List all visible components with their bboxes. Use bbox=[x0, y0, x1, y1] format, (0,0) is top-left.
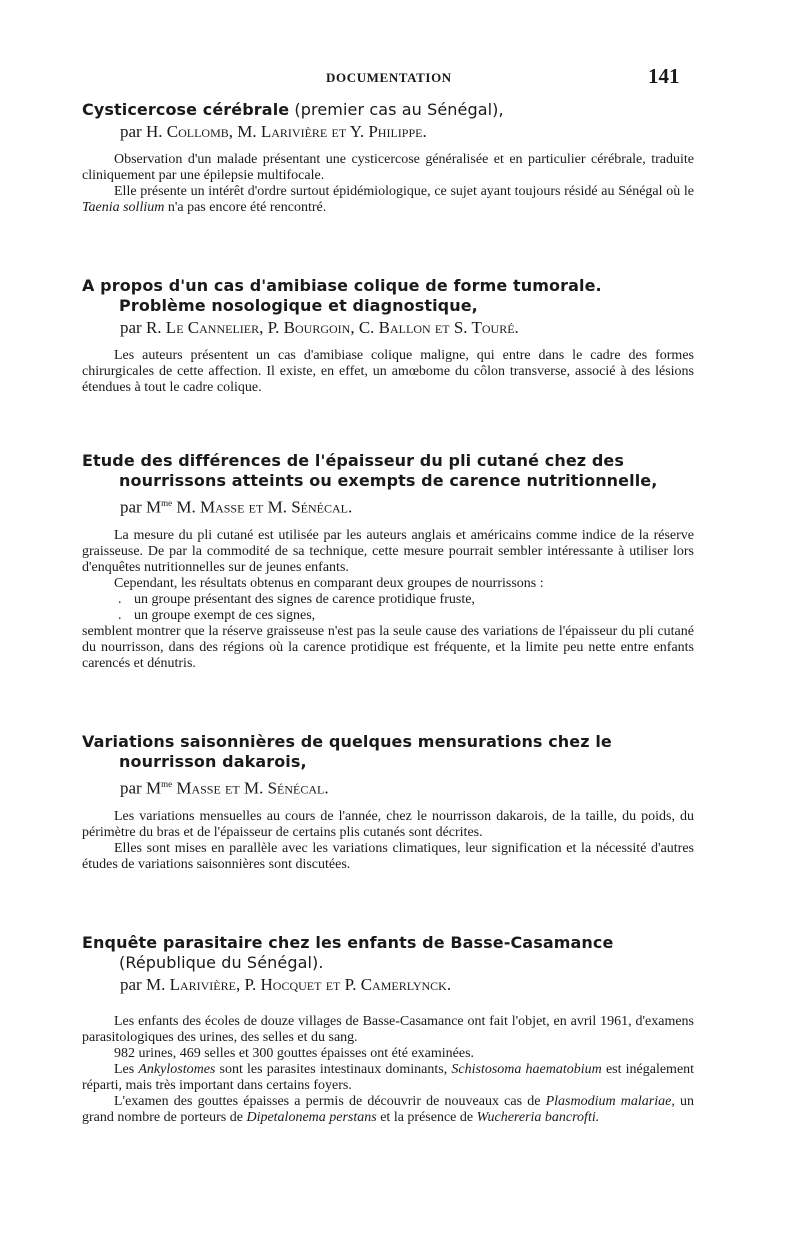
abstract-paragraph: La mesure du pli cutané est utilisée par les auteurs anglais et américains comme indice de la réserve graisseuse. De par la commodité de sa technique, cette mesure pourrait sembler intéressante à utiliser lors d'enquêtes nutritionnelles sur de jeunes enfants. bbox=[82, 527, 694, 575]
abstract-paragraph: L'examen des gouttes épaisses a permis de découvrir de nouveaux cas de Plasmodium malariae, un grand nombre de porteurs de Dipetalonema perstans et la présence de Wuchereria bancrofti. bbox=[82, 1094, 695, 1125]
abstract-paragraph: Observation d'un malade présentant une cysticercose généralisée et en particulier cérébrale, traduite cliniquement par une épilepsie multifocale. bbox=[82, 152, 694, 183]
article-title: A propos d'un cas d'amibiase colique de forme tumorale. Problème nosologique et diagnostique, bbox=[82, 276, 602, 315]
page-header bbox=[0, 66, 800, 90]
article-variations-saisonnieres bbox=[82, 732, 694, 873]
article-title: Enquête parasitaire chez les enfants de Basse-Casamance (République du Sénégal). bbox=[82, 933, 614, 972]
article-title: Variations saisonnières de quelques mensurations chez le nourrisson dakarois, bbox=[82, 732, 612, 771]
article-abstract bbox=[82, 809, 694, 873]
article-cysticercose bbox=[82, 100, 694, 216]
article-title: Cysticercose cérébrale (premier cas au Sénégal), bbox=[82, 100, 504, 119]
article-amibiase bbox=[82, 276, 694, 396]
article-title: Etude des différences de l'épaisseur du pli cutané chez des nourrissons atteints ou exempts de carence nutritionnelle, bbox=[82, 451, 658, 490]
article-authors: par M. Larivière, P. Hocquet et P. Camerlynck. bbox=[120, 975, 452, 994]
article-enquete-parasitaire bbox=[82, 933, 694, 1126]
article-abstract bbox=[82, 348, 694, 396]
abstract-paragraph: Cependant, les résultats obtenus en comparant deux groupes de nourrissons : bbox=[114, 575, 544, 591]
article-pli-cutane bbox=[82, 451, 694, 672]
page-number: 141 bbox=[648, 64, 680, 88]
article-authors: par H. Collomb, M. Larivière et Y. Philippe. bbox=[120, 122, 427, 141]
running-head: DOCUMENTATION bbox=[326, 70, 452, 85]
abstract-paragraph: Les enfants des écoles de douze villages de Basse-Casamance ont fait l'objet, en avril 1961, d'examens parasitologiques des urines, des selles et du sang. bbox=[82, 1014, 694, 1045]
abstract-paragraph: Les variations mensuelles au cours de l'année, chez le nourrisson dakarois, de la taille, du poids, du périmètre du bras et de l'épaisseur de certains plis cutanés sont décrites. bbox=[82, 808, 694, 840]
abstract-paragraph: Elle présente un intérêt d'ordre surtout épidémiologique, ce sujet ayant toujours résidé au Sénégal où le Taenia sollium n'a pas encore été rencontré. bbox=[82, 184, 694, 215]
article-abstract bbox=[82, 528, 694, 672]
article-authors: par R. Le Cannelier, P. Bourgoin, C. Ballon et S. Touré. bbox=[120, 318, 519, 337]
article-authors: par $M^{me}$ M. Masse et M. Sénécal. bbox=[120, 497, 353, 517]
list-item: . un groupe présentant des signes de carence protidique fruste, bbox=[118, 591, 475, 607]
article-abstract bbox=[82, 152, 694, 216]
abstract-paragraph: Elles sont mises en parallèle avec les variations climatiques, leur signification et la nécessité d'autres études de variations saisonnières sont discutées. bbox=[82, 840, 694, 872]
list-item: . un groupe exempt de ces signes, bbox=[118, 607, 316, 623]
abstract-paragraph: Les Ankylostomes sont les parasites intestinaux dominants, Schistosoma haematobium est inégalement réparti, mais très important dans certains foyers. bbox=[82, 1062, 695, 1093]
article-authors: par $M^{me}$ Masse et M. Sénécal. bbox=[120, 778, 329, 798]
abstract-paragraph: Les auteurs présentent un cas d'amibiase colique maligne, qui entre dans le cadre des formes chirurgicales de cette affection. Il existe, en effet, un amœbome du côlon transverse, associé à des lésions étendues à tout le cadre colique. bbox=[82, 348, 694, 395]
article-abstract bbox=[82, 1014, 694, 1126]
abstract-paragraph: semblent montrer que la réserve graisseuse n'est pas la seule cause des variations de l'épaisseur du pli cutané du nourrisson, dans des régions où la carence protidique est fréquente, et la limite peu nette entre enfants carencés et dénutris. bbox=[82, 623, 694, 671]
abstract-paragraph: 982 urines, 469 selles et 300 gouttes épaisses ont été examinées. bbox=[114, 1046, 475, 1061]
